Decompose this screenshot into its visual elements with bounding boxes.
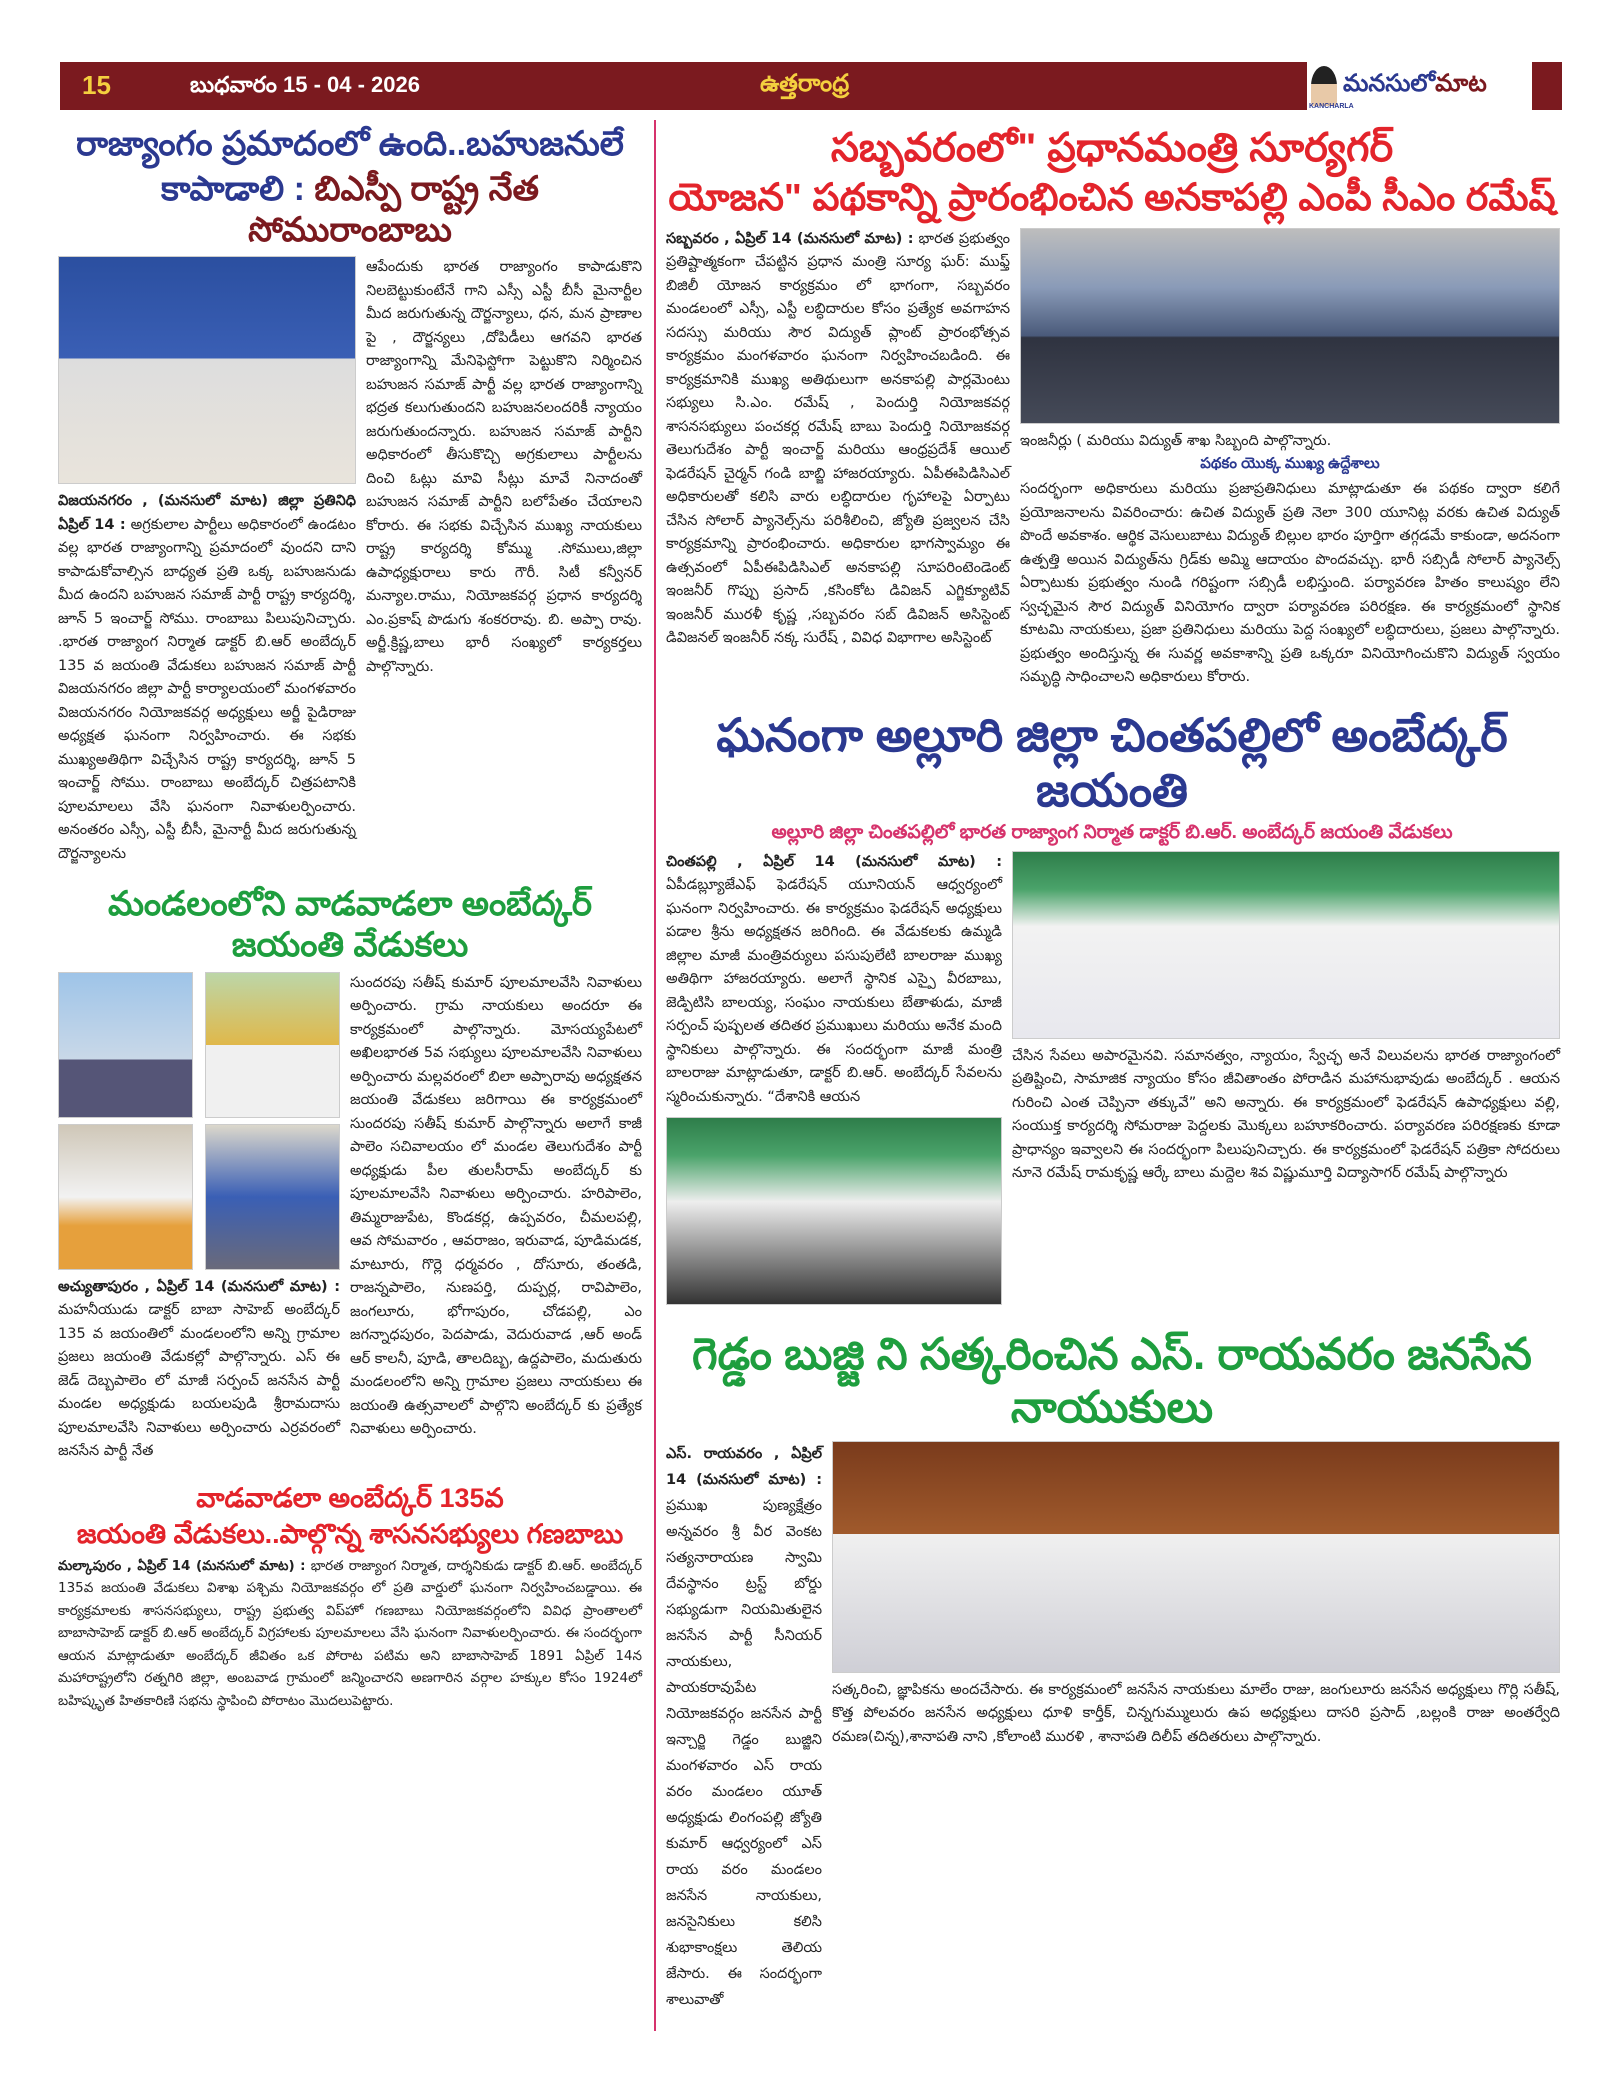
- article-5-columns: [666, 851, 1558, 1312]
- photo-row: [58, 1124, 340, 1276]
- article-1-photo: [58, 256, 356, 484]
- issue-date: బుధవారం 15 - 04 - 2026: [190, 72, 420, 97]
- article-4-photo-caption: ఇంజనీర్లు ( మరియు విద్యుత్ శాఖ సిబ్బంది పాల్గొన్నారు.: [1020, 432, 1332, 449]
- page-body: [58, 120, 1558, 2031]
- article-4-headline-line1: సబ్బవరంలో" ప్రధానమంత్రి సూర్యగర్: [830, 126, 1394, 170]
- article-2-photo-group: [205, 972, 340, 1118]
- article-4: [666, 124, 1558, 690]
- article-5: [666, 708, 1558, 1312]
- region-label: ఉత్తరాంధ్ర: [760, 70, 850, 97]
- article-4-photo-solar-panels: [1020, 228, 1560, 424]
- article-5-body-2: చేసిన సేవలు అపారమైనవి. సమానత్వం, న్యాయం, స్వేచ్ఛ అనే విలువలను భారత రాజ్యాంగంలో ప్రతిష్టించి, సామాజిక న్యాయం కోసం జీవితాంతం పోరాడిన మహానుభావుడు అంబేద్కర్ . ఆయన గురించి ఎంత చెప్పినా తక్కువే” అని అన్నారు. ఈ కార్యక్రమంలో ఫెడరేషన్ ఉపాధ్యక్షులు వల్లి, సంయుక్త కార్యదర్శి సోమరాజు పెద్దలకు మొక్కలు బహూకరించారు. పర్యావరణ పరిరక్షణకు కూడా ప్రాధాన్యం ఇవ్వాలని ఈ సందర్భంగా పిలుపునిచ్చారు. ఈ కార్యక్రమంలో ఫెడరేషన్ పత్రికా సోదరులు నూనె రమేష్ రామకృష్ణ ఆర్కే బాలు మద్దెల శివ విష్ణుమూర్తి విద్యాసాగర్ రమేష్ పాల్గొన్నారు: [1012, 1047, 1560, 1182]
- masthead-bar: [60, 62, 1562, 110]
- page-number: 15: [82, 70, 111, 100]
- body-text: భారత రాజ్యాంగ నిర్మాత, దార్శనికుడు డాక్టర్ బి.ఆర్. అంబేద్కర్ 135వ జయంతి వేడుకలు విశాఖ పశ్చిమ నియోజకవర్గం లో ప్రతి వార్డులో ఘనంగా నిర్వహించబడ్డాయి. ఈ కార్యక్రమాలకు శాసనసభ్యులు, రాష్ట్ర ప్రభుత్వ విప్‌హో గణబాబు నియోజకవర్గంలోని వివిధ ప్రాంతాలలో బాబాసాహెబ్ డాక్టర్ బి.ఆర్ అంబేద్కర్ విగ్రహాలకు పూలమాలలు వేసి ఘనంగా నివాళులర్పించారు. ఈ సందర్భంగా ఆయన మాట్లాడుతూ అంబేద్కర్ జీవితం ఒక పోరాట పటిమ అని బాబాసాహెబ్ 1891 ఏప్రిల్ 14న మహారాష్ట్రలోని రత్నగిరి జిల్లా, అంబవాడ గ్రామంలో జన్మించారని అణగారిన వర్గాల హక్కుల కోసం 1924లో బహిష్కృత హితకారిణి సభను స్థాపించి పోరాటం మొదలుపెట్టారు.: [58, 1557, 642, 1709]
- logo-name: [1343, 70, 1487, 103]
- article-1-headline-line2: [58, 169, 642, 251]
- article-6-headline: గెడ్డం బుజ్జి ని సత్కరించిన ఎస్. రాయవరం జనసేన నాయుకులు: [692, 1330, 1532, 1433]
- article-5-headline: ఘనంగా అల్లూరి జిల్లా చింతపల్లిలో అంబేద్కర్ జయంతి: [716, 708, 1508, 816]
- article-4-headline-line2: యోజన" పథకాన్ని ప్రారంభించిన అనకాపల్లి ఎంపీ సీఎం రమేష్: [668, 177, 1556, 219]
- article-6: [666, 1329, 1558, 2013]
- article-2-photo-felicitation: [58, 1124, 193, 1270]
- article-1-headline-line1: రాజ్యాంగం ప్రమాదంలో ఉంది..బహుజనులే: [76, 125, 624, 163]
- article-2-body: [58, 1276, 340, 1464]
- body-text: మహనీయుడు డాక్టర్ బాబా సాహెబ్ అంబేద్కర్ 135 వ జయంతిలో మండలంలోని అన్ని గ్రామాల ప్రజలు జయంతి వేడుకల్లో పాల్గొన్నారు. ఎస్ ఈ జెడ్ దెబ్బపాలెం లో మాజీ సర్పంచ్ జనసేన పార్టీ మండల అధ్యక్షుడు బయలపుడి శ్రీరామదాసు పూలమాలవేసి నివాళులు అర్పించారు ఎర్రవరంలో జనసేన పార్టీ నేత: [58, 1302, 340, 1460]
- dateline: సబ్బవరం , ఏప్రిల్ 14 (మనసులో మాట) :: [666, 230, 914, 247]
- headline-part: కాపాడాలి :: [161, 169, 315, 208]
- article-2: [58, 884, 642, 1464]
- article-5-column-1: [666, 851, 1002, 1312]
- article-4-columns: [666, 228, 1558, 690]
- dateline: చింతపల్లి , ఏప్రిల్ 14 (మనసులో మాట) :: [666, 853, 1002, 870]
- logo-name-part1: మనసులో: [1343, 69, 1436, 97]
- article-6-column-2: [832, 1441, 1560, 1750]
- body-text: భారత ప్రభుత్వం ప్రతిష్టాత్మకంగా చేపట్టిన ప్రధాన మంత్రి సూర్య ఘర్: ముఫ్త్ బిజిలీ యోజన కార్యక్రమం లో భాగంగా, సబ్బవరం మండలంలో ఎస్సీ, ఎస్టీ లబ్ధిదారుల కోసం ప్రత్యేక అవగాహన సదస్సు మరియు సౌర విద్యుత్ ప్లాంట్ ప్రారంభోత్సవ కార్యక్రమం మంగళవారం ఘనంగా నిర్వహించబడింది. ఈ కార్యక్రమానికి ముఖ్య అతిథులుగా అనకాపల్లి పార్లమెంటు సభ్యులు సి.ఎం. రమేష్ , పెందుర్తి నియోజకవర్గ శాసనసభ్యులు పంచకర్ల రమేష్ బాబు పెందుర్తి నియోజకవర్గ తెలుగుదేశం పార్టీ ఇంచార్జ్ మరియు ఆంధ్రప్రదేశ్ ఆయిల్ ఫెడరేషన్ చైర్మన్ గండి బాబ్జి హాజరయ్యారు. ఏపీఈపిడిసిఎల్ అధికారులతో కలిసి వారు లబ్ధిదారుల గృహాలపై ఏర్పాటు చేసిన సోలార్ ప్యానెల్స్‌ను పరిశీలించి, జ్యోతి ప్రజ్వలన చేసి కార్యక్రమాన్ని ప్రారంభించారు. అధికారుల భాగస్వామ్యం ఈ ఉత్సవంలో ఏపీఈపిడిసిఎల్ అనకాపల్లి సూపరింటెండెంట్ ఇంజనీర్ గొప్పు ప్రసాద్ ,కసింకోట డివిజన్ ఎగ్జిక్యూటివ్ ఇంజనీర్ మురళీ కృష్ణ ,సబ్బవరం సబ్ డివిజన్ అసిస్టెంట్ డివిజనల్ ఇంజనీర్ నక్క సురేష్ , వివిధ విభాగాల అసిస్టెంట్: [666, 230, 1010, 647]
- left-column: [58, 120, 642, 1730]
- article-5-subheadline: అల్లూరి జిల్లా చింతపల్లిలో భారత రాజ్యాంగ నిర్మాత డాక్టర్ బి.ఆర్. అంబేద్కర్ జయంతి వేడుకలు: [771, 821, 1453, 843]
- dateline: మల్కాపురం , ఏప్రిల్ 14 (మనసులో మాట) :: [58, 1557, 306, 1574]
- dateline: అచ్యుతాపురం , ఏప్రిల్ 14 (మనసులో మాట) :: [58, 1278, 340, 1295]
- headline-part: బిఎస్పీ రాష్ట్ర నేత సోమురాంబాబు: [248, 169, 539, 249]
- body-text: ఏపీడబ్ల్యూజేఎఫ్ ఫెడరేషన్ యూనియన్ ఆధ్వర్యంలో ఘనంగా నిర్వహించారు. ఈ కార్యక్రమం ఫెడరేషన్ అధ్యక్షులు పడాల శ్రీను అధ్యక్షతన జరిగింది. ఈ వేడుకలకు ఉమ్మడి జిల్లాల మాజీ మంత్రివర్యులు పసుపులేటి బాలరాజు ముఖ్య అతిథిగా హాజరయ్యారు. అలాగే స్థానిక ఎస్పై వీరబాబు, జెడ్పిటిసి బాలయ్య, సంఘం నాయకులు బేతాళుడు, మాజీ సర్పంచ్ పుష్పలత తదితర ప్రముఖులు మరియు అనేక మంది స్థానికులు పాల్గొన్నారు. ఈ సందర్భంగా మాజీ మంత్రి బాలరాజు మాట్లాడుతూ, డాక్టర్ బి.ఆర్. అంబేద్కర్ సేవలను స్మరించుకున్నారు. “దేశానికి ఆయన: [666, 877, 1002, 1105]
- right-column: [654, 120, 1558, 2031]
- article-6-photo-felicitation: [832, 1441, 1560, 1673]
- article-1-column-1: [58, 256, 356, 866]
- article-3-body: [58, 1555, 642, 1713]
- article-3-headline-line2: జయంతి వేడుకలు..పాల్గొన్న శాసనసభ్యులు గణబాబు: [76, 1519, 624, 1550]
- body-text: ప్రముఖ పుణ్యక్షేత్రం అన్నవరం శ్రీ వీర వెంకట సత్యనారాయణ స్వామి దేవస్థానం ట్రస్ట్ బోర్డు సభ్యుడుగా నియమితులైన జనసేన పార్టీ సీనియర్ నాయకులు, పాయకరావుపేట నియోజకవర్గం జనసేన పార్టీ ఇన్చార్జి గెడ్డం బుజ్జిని మంగళవారం ఎస్ రాయ వరం మండలం యూత్ అధ్యక్షుడు లింగంపల్లి జ్యోతి కుమార్ ఆధ్వర్యంలో ఎస్ రాయ వరం మండలం జనసేన నాయకులు, జనసైనికులు కలిసి శుభాకాంక్షలు తెలియ జేసారు. ఈ సందర్భంగా శాలువాతో: [666, 1497, 822, 2008]
- article-1-body: [58, 490, 356, 866]
- article-2-columns: [58, 972, 642, 1464]
- article-6-body: [666, 1441, 822, 2013]
- article-2-photo-statue-2: [205, 1124, 340, 1270]
- article-4-body: [666, 228, 1010, 651]
- article-5-column-2: [1012, 851, 1560, 1186]
- article-5-photo-event: [1012, 851, 1560, 1039]
- article-6-body-2: సత్కరించి, జ్ఞాపికను అందచేసారు. ఈ కార్యక్రమంలో జనసేన నాయకులు మాలేం రాజు, జంగులూరు జనసేన అధ్యక్షులు గొర్లి సతీష్, కొత్త పోలవరం జనసేన అధ్యక్షులు ధూళి కార్తీక్, చిన్నగుమ్ములురు ఉప అధ్యక్షులు దాసరి ప్రసాద్ ,బల్లంకి రాజు అంతర్వేది రమణ(చిన్న),శానాపతి నాని ,కోలాంటి మురళి , శానాపతి దిలీప్ తదితరులు పాల్గొన్నారు.: [832, 1681, 1560, 1745]
- founder-portrait-icon: [1311, 66, 1337, 106]
- photo-row: [58, 972, 340, 1124]
- article-2-headline: మండలంలోని వాడవాడలా అంబేద్కర్ జయంతి వేడుకలు: [107, 885, 593, 965]
- body-text: అగ్రకులాల పార్టీలు అధికారంలో ఉండటం వల్ల భారత రాజ్యాంగాన్ని ప్రమాదంలో వుందని దాని కాపాడుకోవాల్సిన బాధ్యత ప్రతి ఒక్క బహుజనుడు మీద ఉందని బహుజన సమాజ్ పార్టీ రాష్ట్ర కార్యదర్శి, జూన్ 5 ఇంచార్జ్ సోము. రాంబాబు పిలుపునిచ్చారు. .భారత రాజ్యాంగ నిర్మాత డాక్టర్ బి.ఆర్ అంబేద్కర్ 135 వ జయంతి వేడుకలు బహుజన సమాజ్ పార్టీ విజయనగరం జిల్లా పార్టీ కార్యాలయంలో మంగళవారం విజయనగరం నియోజకవర్గ అధ్యక్షులు అర్జీ పైడిరాజు అధ్యక్షత ఘనంగా నిర్వహించారు. ఈ సభకు ముఖ్యఅతిథిగా విచ్చేసిన రాష్ట్ర కార్యదర్శి, జూన్ 5 ఇంచార్జ్ సోము. రాంబాబు అంబేద్కర్ చిత్రపటానికి పూలమాలలు వేసి ఘనంగా నివాళులర్పించారు. అనంతరం ఎస్సీ, ఎస్టీ బీసీ, మైనార్టీ మీద జరుగుతున్న దౌర్జన్యాలను: [58, 516, 356, 862]
- logo-name-part2: మాట: [1435, 69, 1487, 97]
- article-4-subheading: పథకం యొక్క ముఖ్య ఉద్దేశాలు: [1200, 455, 1380, 473]
- article-1-column-2: ఆపేందుకు భారత రాజ్యాంగం కాపాడుకొని నిలబెట్టుకుంటేనే గాని ఎస్సీ ఎస్టీ బీసీ మైనార్టీల మీద జరుగుతున్న దౌర్జన్యాలు, ధన, మన ప్రాణాల పై , దౌర్జన్యలు ,దోపిడీలు ఆగవని భారత రాజ్యాంగాన్ని మేనిఫెస్టోగా పెట్టుకొని నిర్మించిన బహుజన సమాజ్ పార్టీ వల్ల భారత రాజ్యాంగాన్ని భద్రత కలుగుతుందని బహుజనలందరికీ న్యాయం జరుగుతుందన్నారు. బహుజన సమాజ్ పార్టీని అధికారంలో తీసుకొచ్చి అగ్రకులాలు పార్టీలను దించి ఓట్లు మావి సీట్లు మావే నినాదంతో బహుజన సమాజ్ పార్టీని బలోపేతం చేయాలని కోరారు. ఈ సభకు విచ్చేసిన ముఖ్య నాయకులు రాష్ట్ర కార్యదర్శి కోమ్ము .సోములు,జిల్లా ఉపాధ్యక్షురాలు కారు గౌరీ. సిటీ కన్వీనర్ మన్యాల.రాము, నియోజకవర్గ ప్రధాన కార్యదర్శి ఎం.ప్రకాష్ పొడుగు శంకరరావు. బి. అప్పా రావు. అర్జీ.క్రిష్ణ,బాలు భారీ సంఖ్యలో కార్యకర్తలు పాల్గొన్నారు.: [366, 259, 642, 675]
- article-4-body-2: సందర్భంగా అధికారులు మరియు ప్రజాప్రతినిధులు మాట్లాడుతూ ఈ పథకం ద్వారా కలిగే ప్రయోజనాలను వివరించారు: ఉచిత విద్యుత్ ప్రతి నెలా 300 యూనిట్ల వరకు ఉచిత విద్యుత్ పొందే అవకాశం. ఆర్థిక వెసులుబాటు విద్యుత్ బిల్లుల భారం పూర్తిగా తగ్గడమే కాకుండా, అదనంగా ఉత్పత్తి అయిన విద్యుత్‌ను గ్రిడ్‌కు అమ్మి ఆదాయం పొందవచ్చు. భారీ సబ్సిడీ సోలార్ ప్యానెల్స్ ఏర్పాటుకు ప్రభుత్వం నుండి గరిష్టంగా సబ్సిడీ లభిస్తుంది. పర్యావరణ హితం కాలుష్యం లేని స్వచ్ఛమైన సౌర విద్యుత్ వినియోగం ద్వారా పర్యావరణ పరిరక్షణ. ఈ కార్యక్రమంలో స్థానిక కూటమి నాయకులు, ప్రజా ప్రతినిధులు మరియు పెద్ద సంఖ్యలో లబ్ధిదారులు, ప్రజలు పాల్గొన్నారు. ప్రభుత్వం అందిస్తున్న ఈ సువర్ణ అవకాశాన్ని ప్రతి ఒక్కరూ వినియోగించుకొని విద్యుత్ స్వయం సమృద్ధి సాధించాలని అధికారులు కోరారు.: [1020, 481, 1560, 686]
- dateline: ఎస్. రాయవరం , ఏప్రిల్ 14 (మనసులో మాట) :: [666, 1445, 822, 1488]
- article-5-photo-plant-gift: [666, 1117, 1002, 1305]
- dateline: విజయనగరం , (మనసులో మాట) జిల్లా ప్రతినిధి ఏప్రిల్ 14 :: [58, 493, 356, 533]
- article-1: [58, 124, 642, 866]
- newspaper-logo: [1307, 62, 1532, 110]
- article-2-column-1: [58, 972, 340, 1464]
- article-1-columns: [58, 256, 642, 866]
- article-3-headline-line1: వాడవాడలా అంబేద్కర్ 135వ: [196, 1482, 504, 1513]
- article-5-body: [666, 851, 1002, 1110]
- article-3: [58, 1482, 642, 1712]
- logo-tag: KANCHARLA: [1309, 103, 1354, 110]
- article-2-photo-statue: [58, 972, 193, 1118]
- article-2-column-2: సుందరపు సతీష్ కుమార్ పూలమాలవేసి నివాళులు అర్పించారు. గ్రామ నాయకులు అందరూ ఈ కార్యక్రమంలో పాల్గొన్నారు. మోసయ్యపేటలో అఖిలభారత 5వ సభ్యులు పూలమాలవేసి నివాళులు అర్పించారు మల్లవరంలో బిలా అప్పారావు అధ్యక్షతన జయంతి వేడుకలు జరిగాయి ఈ కార్యక్రమంలో సుందరపు సతీష్ కుమార్ పాల్గొన్నారు అలాగే కాజీ పాలెం సచివాలయం లో మండల తెలుగుదేశం పార్టీ అధ్యక్షుడు పీల తులసీరామ్ అంబేద్కర్ కు పూలమాలవేసి నివాళులు అర్పించారు. హరిపాలెం, తిమ్మరాజుపేట, కొండకర్ల, ఉప్పవరం, చీమలపల్లి, ఆవ సోమవారం , ఆవరాజం, ఇరువాడ, పూడిమడక, మాటూరు, గొర్లె ధర్మవరం , దోసూరు, తంతడి, రాజన్నపాలెం, నుణపర్తి, దుప్పర్ల, రావిపాలెం, జంగలూరు, భోగాపురం, చోడపల్లి, ఎం జగన్నాధపురం, పెదపాడు, వెదురువాడ ,ఆర్ అండ్ ఆర్ కాలనీ, పూడి, తాలదిబ్బ, ఉద్దపాలెం, మదుతురు మండలంలోని అన్ని గ్రామాల ప్రజలు నాయకులు ఈ జయంతి ఉత్సవాలలో పాల్గొని అంబేద్కర్ కు ప్రత్యేక నివాళులు అర్పించారు.: [350, 974, 642, 1438]
- article-4-column-2: [1020, 228, 1560, 690]
- article-6-columns: [666, 1441, 1558, 2013]
